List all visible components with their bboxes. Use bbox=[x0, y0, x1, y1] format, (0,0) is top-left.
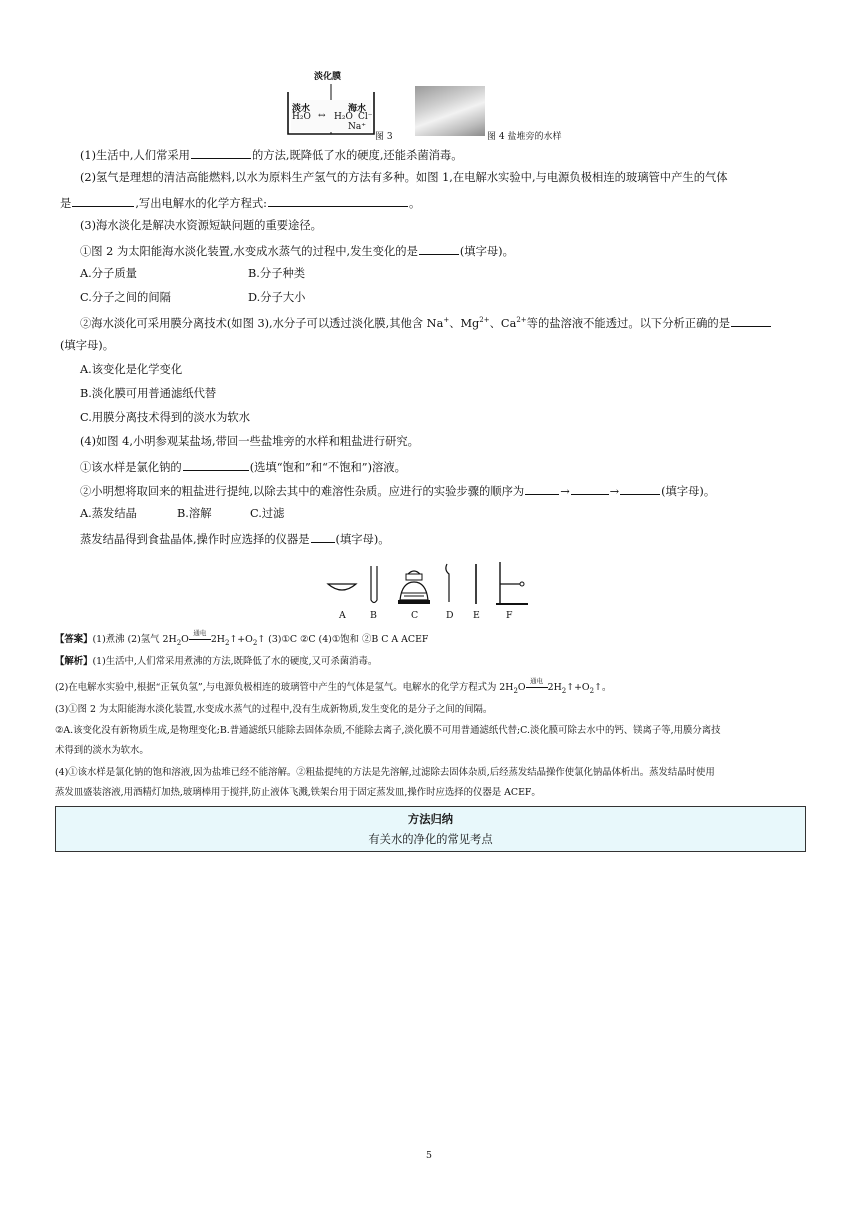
question-2-line1: (2)氢气是理想的清洁高能燃料,以水为原料生产氢气的方法有多种。如图 1,在电解水实验中,与电源负极相连的玻璃管中产生的气体 bbox=[80, 171, 728, 184]
question-4-sub2: ②小明想将取回来的粗盐进行提纯,以除去其中的难溶性杂质。应进行的实验步骤的顺序为 → → (填字母)。 bbox=[80, 482, 715, 500]
analysis-p5-line1: (4)①该水样是氯化钠的饱和溶液,因为盐堆已经不能溶解。②粗盐提纯的方法是先溶解,过滤除去固体杂质,后经蒸发结晶操作使氯化钠晶体析出。蒸发结晶时使用 bbox=[55, 767, 715, 778]
membrane-label: 淡化膜 bbox=[314, 72, 342, 82]
sea-water-label: 海水 bbox=[348, 104, 367, 114]
apparatus-label-c: C bbox=[411, 610, 419, 621]
reaction-condition: 通电 bbox=[189, 632, 211, 648]
q4-option-a: A.蒸发结晶 bbox=[80, 507, 137, 520]
alcohol-lamp-icon bbox=[398, 571, 430, 604]
iron-stand-icon bbox=[496, 562, 528, 604]
method-box-title: 方法归纳 bbox=[407, 812, 454, 826]
fresh-water-label: 淡水 bbox=[292, 104, 311, 114]
question-3-intro: (3)海水淡化是解决水资源短缺问题的重要途径。 bbox=[80, 219, 322, 232]
question-3-sub2: ②海水淡化可采用膜分离技术(如图 3),水分子可以透过淡化膜,其他含 Na+、$Mg^{2+}$、$Ca^{2+}$等的盐溶液不能透过。以下分析正确的是 bbox=[80, 314, 772, 332]
analysis-p5-line2: 蒸发皿盛装溶液,用酒精灯加热,玻璃棒用于搅拌,防止液体飞溅,铁架台用于固定蒸发皿,操作时应选择的仪器是 ACEF。 bbox=[55, 787, 541, 798]
option-a: A.分子质量 bbox=[80, 267, 137, 280]
answer-blank[interactable] bbox=[419, 242, 459, 255]
apparatus-label-d: D bbox=[446, 610, 454, 621]
spatula-icon bbox=[446, 564, 449, 602]
sub2-option-b: B.淡化膜可用普通滤纸代替 bbox=[80, 387, 217, 400]
method-summary-box bbox=[55, 806, 806, 852]
apparatus-label-e: E bbox=[473, 610, 480, 621]
ion-cl: Cl⁻ bbox=[358, 112, 373, 122]
double-arrow-icon: ↔ bbox=[318, 111, 326, 121]
answer-blank[interactable] bbox=[731, 314, 771, 327]
question-1: (1)生活中,人们常采用 的方法,既降低了水的硬度,还能杀菌消毒。 bbox=[80, 146, 463, 164]
answer-blank[interactable] bbox=[268, 194, 408, 207]
page-number: 5 bbox=[426, 1150, 432, 1161]
test-tube-icon bbox=[371, 566, 377, 603]
figure-3-caption: 图 3 bbox=[375, 132, 393, 142]
option-d: D.分子大小 bbox=[248, 291, 306, 304]
answer-blank[interactable] bbox=[525, 482, 559, 495]
question-4-sub1: ①该水样是氯化钠的 (选填“饱和”和“不饱和”)溶液。 bbox=[80, 458, 406, 476]
apparatus-figure bbox=[322, 560, 532, 622]
apparatus-drawing bbox=[322, 560, 532, 610]
apparatus-label-a: A bbox=[339, 610, 346, 621]
answer-blank[interactable] bbox=[72, 194, 134, 207]
option-c: C.分子之间的间隔 bbox=[80, 291, 171, 304]
question-3-sub2-end: (填字母)。 bbox=[60, 339, 115, 352]
analysis-p3: (3)①图 2 为太阳能海水淡化装置,水变成水蒸气的过程中,没有生成新物质,发生变化的是分子之间的间隔。 bbox=[55, 704, 493, 715]
apparatus-label-b: B bbox=[370, 610, 377, 621]
sub2-option-a: A.该变化是化学变化 bbox=[80, 363, 183, 376]
q4-option-b: B.溶解 bbox=[177, 507, 212, 520]
h2o-left: H₂O bbox=[292, 112, 311, 122]
q4-option-c: C.过滤 bbox=[250, 507, 285, 520]
analysis-p4-line2: 术得到的淡水为软水。 bbox=[55, 745, 149, 756]
question-3-sub1: ①图 2 为太阳能海水淡化装置,水变成水蒸气的过程中,发生变化的是 (填字母)。 bbox=[80, 242, 514, 260]
answer-line: 【答案】(1)煮沸 (2)氢气 $2H_2O$ 通电 $2H_2↑+O_2↑$ (3)①C ②C (4)①饱和 ②B C A ACEF bbox=[55, 629, 429, 647]
answer-blank[interactable] bbox=[571, 482, 609, 495]
sub2-option-c: C.用膜分离技术得到的淡水为软水 bbox=[80, 411, 250, 424]
question-4-sub3: 蒸发结晶得到食盐晶体,操作时应选择的仪器是 (填字母)。 bbox=[80, 530, 390, 548]
evaporating-dish-icon bbox=[328, 584, 356, 590]
figure-3 bbox=[286, 70, 411, 142]
analysis-p4-line1: ②A.该变化没有新物质生成,是物理变化;B.普通滤纸只能除去固体杂质,不能除去离子,淡化膜不可用普通滤纸代替;C.淡化膜可除去水中的钙、镁离子等,用膜分离技 bbox=[55, 725, 721, 736]
answer-blank[interactable] bbox=[620, 482, 660, 495]
figure-4-photo bbox=[415, 86, 485, 136]
question-2-line2: 是 ,写出电解水的化学方程式: 。 bbox=[60, 194, 420, 212]
question-4-intro: (4)如图 4,小明参观某盐场,带回一些盐堆旁的水样和粗盐进行研究。 bbox=[80, 435, 419, 448]
apparatus-label-f: F bbox=[506, 610, 513, 621]
answer-blank[interactable] bbox=[183, 458, 249, 471]
method-box-content: 有关水的净化的常见考点 bbox=[368, 833, 493, 846]
h2o-right: H₂O bbox=[334, 112, 353, 122]
analysis-p2: (2)在电解水实验中,根据“正氧负氢”,与电源负极相连的玻璃管中产生的气体是氢气。电解水的化学方程式为 $2H_2O$ 通电 $2H_2↑+O_2↑$。 bbox=[55, 677, 612, 695]
option-b: B.分子种类 bbox=[248, 267, 306, 280]
answer-blank[interactable] bbox=[311, 530, 335, 543]
answer-blank[interactable] bbox=[191, 146, 251, 159]
analysis-p1: 【解析】(1)生活中,人们常采用煮沸的方法,既降低了水的硬度,又可杀菌消毒。 bbox=[55, 656, 378, 667]
ion-na: Na⁺ bbox=[348, 122, 366, 132]
reaction-condition: 通电 bbox=[526, 680, 548, 696]
figure-4-caption: 图 4 盐堆旁的水样 bbox=[487, 132, 562, 142]
